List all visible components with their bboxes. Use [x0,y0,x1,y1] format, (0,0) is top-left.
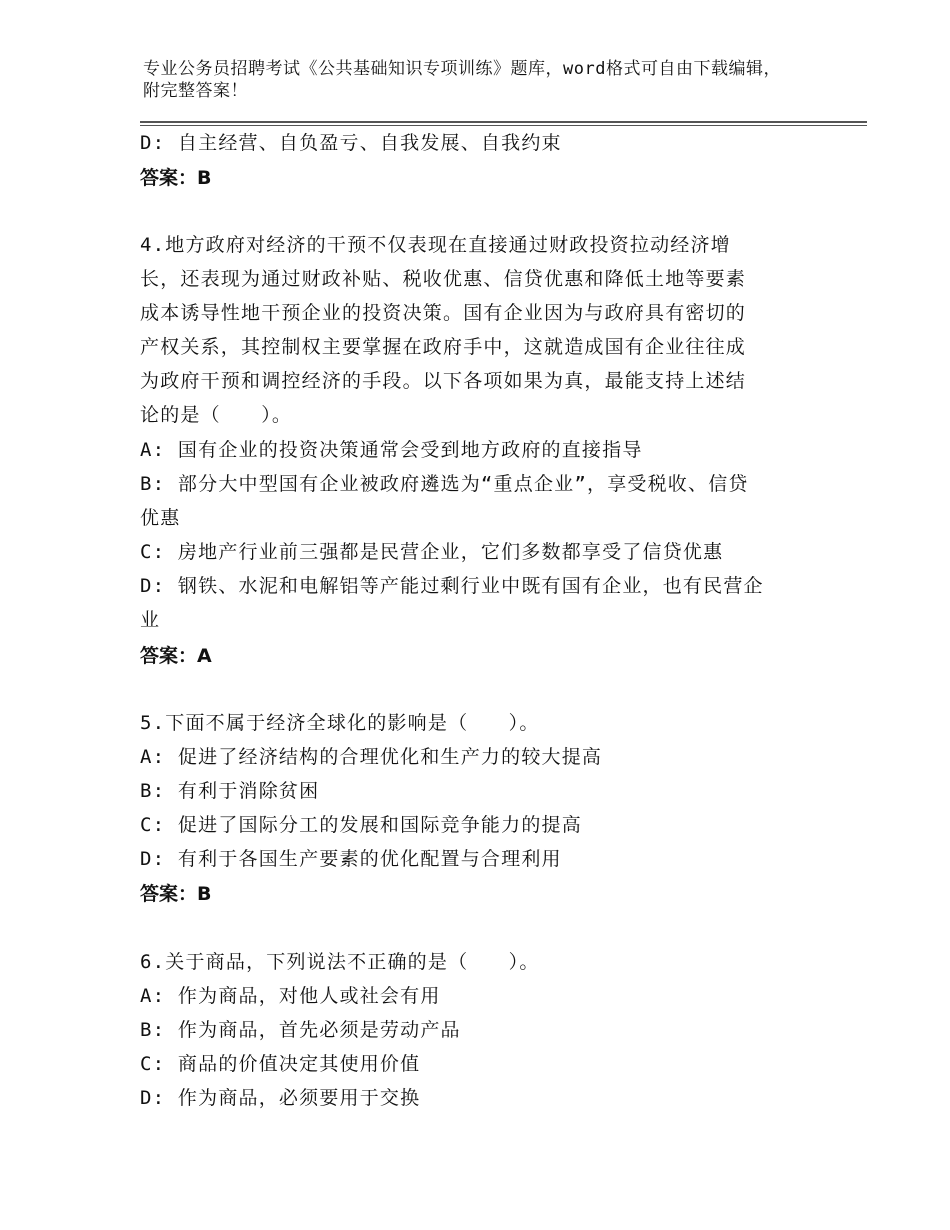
q4-stem-line-2: 长，还表现为通过财政补贴、税收优惠、信贷优惠和降低土地等要素 [140,268,747,290]
q4-stem-line-3: 成本诱导性地干预企业的投资决策。国有企业因为与政府具有密切的 [140,302,747,324]
q5-answer: 答案：B [140,883,212,905]
q6-stem: 6.关于商品，下列说法不正确的是（ ）。 [140,951,540,973]
q4-option-d-line-1: D: 钢铁、水泥和电解铝等产能过剩行业中既有国有企业，也有民营企 [140,575,764,597]
q4-stem-line-6: 论的是（ ）。 [140,404,293,426]
q4-stem-line-5: 为政府干预和调控经济的手段。以下各项如果为真，最能支持上述结 [140,370,747,392]
q6-option-b: B: 作为商品，首先必须是劳动产品 [140,1019,461,1041]
q5-option-a: A: 促进了经济结构的合理优化和生产力的较大提高 [140,746,603,768]
q4-option-d-line-2: 业 [140,609,161,631]
prev-answer: 答案：B [140,167,212,189]
q5-option-b: B: 有利于消除贫困 [140,780,320,802]
prev-option-d: D: 自主经营、自负盈亏、自我发展、自我约束 [140,132,562,154]
q4-stem-line-4: 产权关系，其控制权主要掌握在政府手中，这就造成国有企业往往成 [140,336,747,358]
header-rule-thin [140,125,867,126]
q4-option-b-line-2: 优惠 [140,507,181,529]
q6-option-c: C: 商品的价值决定其使用价值 [140,1053,421,1075]
q4-option-c: C: 房地产行业前三强都是民营企业，它们多数都享受了信贷优惠 [140,541,724,563]
page-header: 专业公务员招聘考试《公共基础知识专项训练》题库，word格式可自由下载编辑，附完整答案！ [143,59,781,101]
q4-option-a: A: 国有企业的投资决策通常会受到地方政府的直接指导 [140,439,643,461]
q5-stem: 5.下面不属于经济全球化的影响是（ ）。 [140,712,540,734]
q6-option-a: A: 作为商品，对他人或社会有用 [140,985,441,1007]
q5-option-c: C: 促进了国际分工的发展和国际竞争能力的提高 [140,814,582,836]
header-rule-thick [140,121,867,123]
q4-answer: 答案：A [140,645,212,667]
q6-option-d: D: 作为商品，必须要用于交换 [140,1087,421,1109]
q4-stem-line-1: 4.地方政府对经济的干预不仅表现在直接通过财政投资拉动经济增 [140,234,731,256]
q4-option-b-line-1: B: 部分大中型国有企业被政府遴选为“重点企业”，享受税收、信贷 [140,473,749,495]
q5-option-d: D: 有利于各国生产要素的优化配置与合理利用 [140,848,562,870]
